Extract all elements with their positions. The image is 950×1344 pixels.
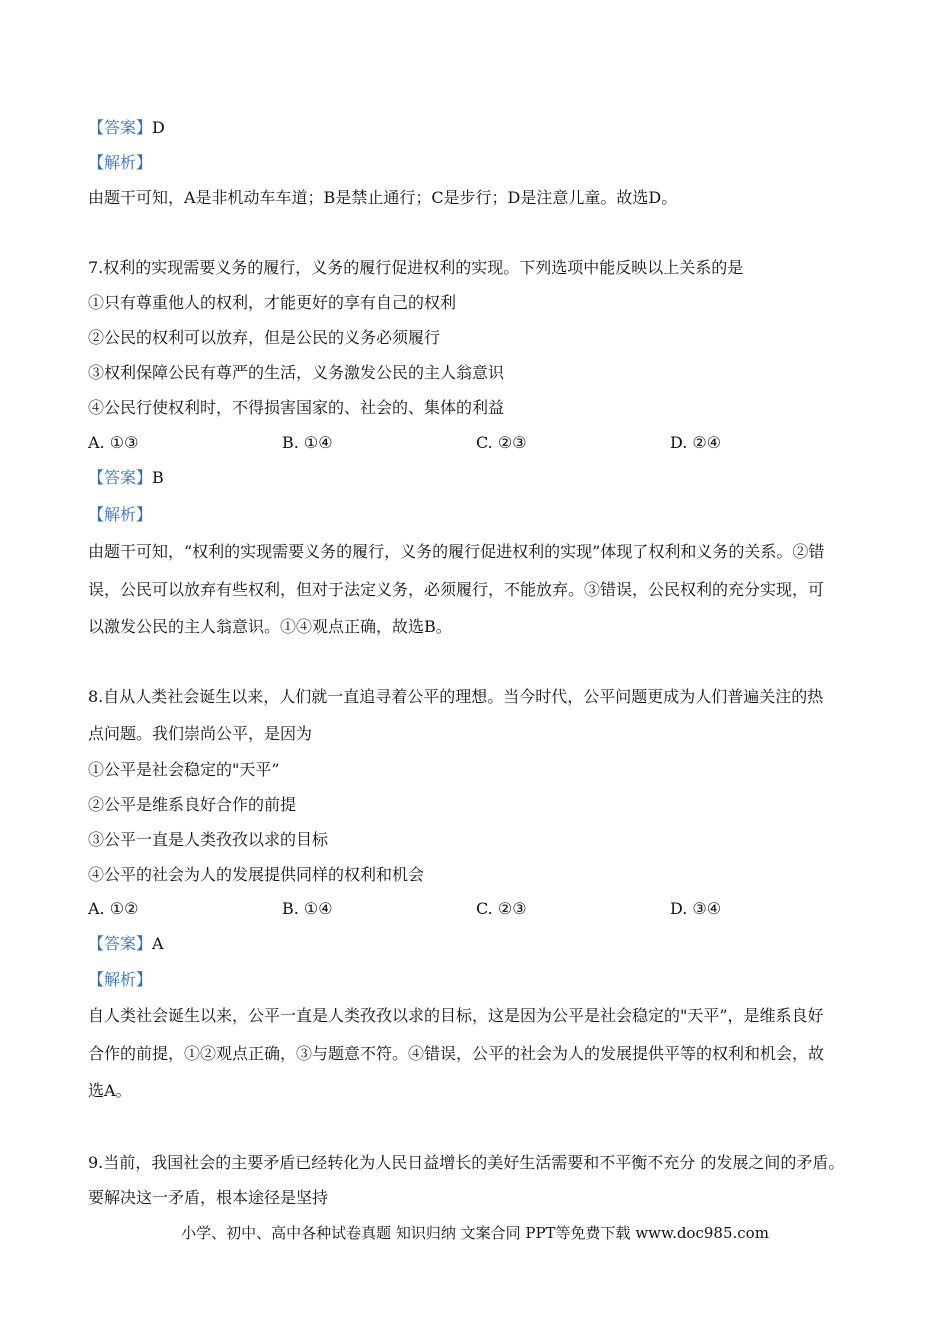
statement-2: ②公平是维系良好合作的前提 (88, 795, 297, 814)
statement-3: ③权利保障公民有尊严的生活，义务激发公民的主人翁意识 (88, 363, 505, 382)
option-d: D. ②④ (670, 433, 722, 452)
analysis-line: 合作的前提，①②观点正确，③与题意不符。④错误，公平的社会为人的发展提供平等的权利和机会，故 (88, 1044, 825, 1063)
answer-line (88, 118, 165, 138)
answer-tag: 【答案】 (88, 934, 153, 953)
answer-tag: 【答案】 (88, 468, 153, 487)
answer-value: D (152, 118, 165, 137)
option-d: D. ③④ (670, 899, 722, 918)
option-c: C. ②③ (476, 433, 527, 452)
option-b: B. ①④ (282, 433, 333, 452)
statement-4: ④公平的社会为人的发展提供同样的权利和机会 (88, 865, 425, 884)
analysis-line: 自人类社会诞生以来，公平一直是人类孜孜以求的目标，这是因为公平是社会稳定的"天平”，是维系良好 (88, 1006, 824, 1025)
answer-value: A (152, 934, 164, 953)
statement-3: ③公平一直是人类孜孜以求的目标 (88, 830, 329, 849)
question-9-line: 要解决这一矛盾，根本途径是坚持 (88, 1188, 329, 1207)
option-a: A. ①② (88, 899, 139, 918)
analysis-tag: 【解析】 (88, 153, 153, 172)
analysis-line: 由题干可知，“权利的实现需要义务的履行，义务的履行促进权利的实现”体现了权利和义务的关系。②错 (88, 542, 825, 561)
option-a: A. ①③ (88, 433, 139, 452)
analysis-line: 以激发公民的主人翁意识。①④观点正确，故选B。 (88, 617, 452, 636)
page-footer: 小学、初中、高中各种试卷真题 知识归纳 文案合同 PPT等免费下载 www.doc985.com (181, 1224, 769, 1242)
answer-value: B (152, 468, 164, 487)
statement-1: ①只有尊重他人的权利，才能更好的享有自己的权利 (88, 293, 457, 312)
option-b: B. ①④ (282, 899, 333, 918)
analysis-line: 误，公民可以放弃有些权利，但对于法定义务，必须履行，不能放弃。③错误，公民权利的充分实现，可 (88, 580, 825, 599)
statement-2: ②公民的权利可以放弃，但是公民的义务必须履行 (88, 328, 441, 347)
answer-line (88, 468, 164, 488)
answer-tag: 【答案】 (88, 118, 153, 137)
question-9-line: 9.当前，我国社会的主要矛盾已经转化为人民日益增长的美好生活需要和不平衡不充分 的发展之间的矛盾。 (88, 1153, 845, 1172)
statement-1: ①公平是社会稳定的"天平” (88, 760, 280, 779)
analysis-text: 由题干可知，A是非机动车车道；B是禁止通行；C是步行；D是注意儿童。故选D。 (88, 188, 678, 207)
question-8-line: 8.自从人类社会诞生以来，人们就一直追寻着公平的理想。当今时代，公平问题更成为人们普遍关注的热 (88, 687, 824, 706)
analysis-tag: 【解析】 (88, 505, 153, 524)
option-c: C. ②③ (476, 899, 527, 918)
answer-line (88, 934, 164, 954)
question-8-line: 点问题。我们崇尚公平，是因为 (88, 724, 313, 743)
question-7: 7.权利的实现需要义务的履行，义务的履行促进权利的实现。下列选项中能反映以上关系的是 (88, 258, 744, 277)
statement-4: ④公民行使权利时，不得损害国家的、社会的、集体的利益 (88, 398, 505, 417)
analysis-tag: 【解析】 (88, 970, 153, 989)
analysis-line: 选A。 (88, 1081, 132, 1100)
